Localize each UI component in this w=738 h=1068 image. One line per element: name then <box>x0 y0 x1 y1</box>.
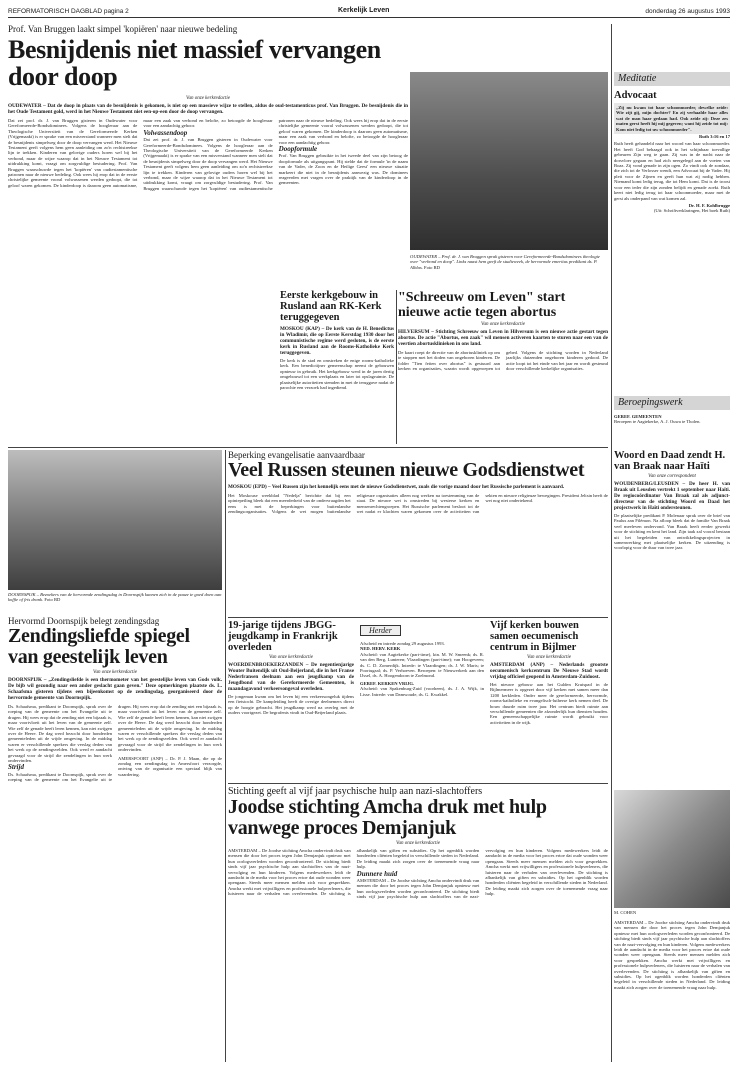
subhead-strijd: Strijd <box>8 763 24 772</box>
meditatie-ref: Ruth 3:16 en 17 <box>698 134 730 140</box>
article-lead: DOORNSPIJK – „Zendingsliefde is een thermometer van het geestelijke leven van Gods volk. De bijb wil gezondig naar een ander geslacht gaan geven." Deze opmerkingen plaatste ds. L. Schaafsma gisteren tijdens een bijeenkomst op de zendingsdag, georganiseerd door de hervormde gemeente van Doornspijk. <box>8 677 222 701</box>
article-lead: HILVERSUM – Stichting Schreeuw om Leven in Hilversum is een nieuwe actie gestart tegen abortus. De actie "Abortus, een zaak" wil mensen activeren kaarten te sturen naar een van de veertien abortusklinieken in ons land. <box>398 329 608 347</box>
caption-credit: Foto RD <box>424 264 441 270</box>
article-byline: Van onze kerkredactie <box>396 841 440 846</box>
article-lead: MOSKOU (EPD) – Veel Russen zijn het kennelijk eens met de nieuwe Godsdienstwet, zoals die vorige maand door het Russische parlement is aanvaard. <box>228 484 565 490</box>
article-kicker: Hervormd Doornspijk belegt zendingsdag <box>8 616 160 626</box>
article-lead: WOUDENBERG/LEUSDEN – De heer H. van Braak uit Leusden vertrekt 1 september naar Haïti. De regiocoördinator Van Braak zal als adjunct-directeur van de stichting Woord en Daad het projectwerk in Haïti ondersteunen. <box>614 481 730 511</box>
article-body-text: AMSTERDAM – De Joodse stichting Amcha ondervindt druk van mensen die door het proces tegen John Demjanjuk opnieuw met hun oorlogsverleden worden geconfronteerd. De stichting biedt sinds vijf jaar psychische hulp aan slachtoffers van de nazi-vervolging en hun kinderen. Volgens medewerkers leidt de aandacht in de media voor het proces ertoe dat oude wonden weer opengaan. Steeds meer mensen melden zich voor gesprekken. Amcha werkt met vrijwilligers en professionele hulpverleners, die luisteren naar de verhalen van overlevenden. De stichting is afhankelijk van giften en subsidies. Op het ogenblik worden honderden cliënten begeleid in verschillende steden in Nederland. De leiding maakt zich zorgen over de toenemende vraag naar hulp. <box>228 848 480 897</box>
article-title: 19-jarige tijdens JBGG-jeugdkamp in Frankrijk overleden <box>228 620 338 653</box>
beroeping-section: GEREF. GEMEENTEN <box>614 414 662 419</box>
article-title: "Schreeuw om Leven" start nieuwe actie tegen abortus <box>398 290 566 320</box>
article-byline: Van onze kerkredactie <box>527 655 571 660</box>
article-body-text-2: Dat zei prof. dr. J. van Bruggen gisteren in Oudewater voor Gereformeerde-Bondsdominees. Volgens de hoogleraar aan de Theologische Universiteit van de Gereformeerde Kerken (Vrijgemaakt) is er sprake van een misverstand wanneer men stelt dat de besnijdenis simpelweg door de doop vervangen werd. Het Nieuwe Testament geeft volgens hem geen aanleiding om zo'n rechtstreekse lijn te trekken. Kinderen van gelovige ouders horen wel bij het verbond, maar de wijze waarop dat in het Nieuwe Testament tot uitdrukking komt, vraagt om zorgvuldige bestudering. Prof. Van Bruggen waarschuwde tegen het 'kopiëren' van oudtestamentische patronen naar de nieuwe bedeling. Ook wees hij erop dat in de eerste christelijke gemeente vooral volwassenen werden gedoopt, die tot geloof waren gekomen. De kinderdoop is daarom geen automatisme, maar een zaak van verbond en belofte, zo betoogde de hoogleraar voor een aandachtig gehoor. <box>143 118 408 191</box>
article-body: De kaart roept de directie van de abortuskliniek op om te stoppen met het doden van ongeboren kinderen. De folder "Tien feiten over abortus" is gestuurd aan kerken en organisaties, waarin wordt opgeroepen tot gebed. Volgens de stichting worden in Nederland jaarlijks duizenden ongeboren kinderen gedood. De actie loopt tot het einde van het jaar en wordt gesteund door verschillende kerkelijke organisaties. <box>398 350 608 372</box>
article-body-text: Dat zei prof. dr. J. van Bruggen gisteren in Oudewater voor Gereformeerde-Bondsdominees. Volgens de hoogleraar aan de Theologische Universiteit van de Gereformeerde Kerken (Vrijgemaakt) is er sprake van een misverstand wanneer men stelt dat de besnijdenis simpelweg door de doop vervangen werd. Het Nieuwe Testament geeft volgens hem geen aanleiding om zo'n rechtstreekse lijn te trekken. Kinderen van gelovige ouders horen wel bij het verbond, maar de wijze waarop dat in het Nieuwe Testament tot uitdrukking komt, vraagt om zorgvuldige bestudering. Prof. Van Bruggen waarschuwde tegen het 'kopiëren' van oudtestamentische patronen naar de nieuwe bedeling. Ook wees hij erop dat in de eerste christelijke gemeente vooral volwassenen werden gedoopt, die tot geloof waren gekomen. De kinderdoop is daarom geen automatisme, maar een zaak van verbond en belofte, zo betoogde de hoogleraar voor een aandachtig gehoor. <box>8 118 273 188</box>
article-kicker: Beperking evangelisatie aanvaardbaar <box>228 450 365 460</box>
article-body <box>228 848 608 1048</box>
article-body-text-2: AMSTERDAM – De Joodse stichting Amcha ondervindt druk van mensen die door het proces tegen John Demjanjuk opnieuw met hun oorlogsverleden worden geconfronteerd. De stichting biedt sinds vijf jaar psychische hulp aan slachtoffers van de nazi-vervolging en hun kinderen. Volgens medewerkers leidt de aandacht in de media voor het proces ertoe dat oude wonden weer opengaan. Steeds meer mensen melden zich voor gesprekken. Amcha werkt met vrijwilligers en professionele hulpverleners, die luisteren naar de verhalen van overlevenden. De stichting is afhankelijk van giften en subsidies. Op het ogenblik worden honderden cliënten begeleid in verschillende steden in Nederland. De leiding maakt zich zorgen over de toenemende vraag naar hulp. <box>356 848 608 900</box>
meditatie-heading: Meditatie <box>614 72 730 86</box>
article-byline: Van onze correspondent <box>648 474 696 479</box>
article-kicker: Prof. Van Bruggen laakt simpel 'kopiëren' naar nieuwe bedeling <box>8 24 238 34</box>
article-body-text: Ds. Schaafsma, predikant te Doornspijk, sprak over de roeping van de gemeente om het Evangelie uit te dragen. Hij wees erop dat de zending niet een bijzaak is, maar voortvloeit uit het leven van de gemeente zelf. Wie zelf de genade heeft leren kennen, kan niet zwijgen over de Heere. De dag werd bezocht door honderden gemeenteleden uit de wijde omgeving. In de middag waren er verschillende sprekers die verslag deden van het werk op de zendingsvelden. Ook werd er aandacht gevraagd voor de strijd die zendelingen in hun werk ondervinden. <box>8 704 112 764</box>
herder-body: Afscheid: van Aagtekerke (part-time), ktn. M. W. Smeenk; ds. R. van den Berg, Lunteren; Vlaardingen (part-time); van Hoogeveen; ds. C. D. Zomerdijk. Intrede: te Vlaardingen; ds. J. W. Maris; te Poortugaal; ds. P. Verhoeven. Beroepen: te Nieuwerkerk aan den IJssel, ds. A. Hoogendoorn te Zoelmond. <box>360 651 484 679</box>
meditatie-box <box>614 90 730 390</box>
divider <box>228 617 608 618</box>
herder-section: NED. HERV. KERK <box>360 646 401 652</box>
herder-section-2: GEREF. KERKEN VRIJG. <box>360 680 415 686</box>
meditatie-author: Dr. H. F. Kohlbrugge <box>688 202 730 208</box>
article-note: AMERSFOORT (ANP) – Dr. P. J. Maan, die op de zondag een zendingsdag in Amersfoort verzorgde, ontving van de organisatie een speciaal blijk van waardering. <box>118 755 222 777</box>
caption-text: DOORNSPIJK – Bezoekers van de hervormde zendingsdag in Doornspijk kunnen zich in de pauze te goed doen aan koffie of fris drank. <box>8 592 222 603</box>
article-woord-en-daad <box>614 450 730 784</box>
article-body-text-2: Ds. Schaafsma, predikant te Doornspijk, sprak over de roeping van de gemeente om het Evangelie uit te dragen. Hij wees erop dat de zending niet een bijzaak is, maar voortvloeit uit het leven van de gemeente zelf. Wie zelf de genade heeft leren kennen, kan niet zwijgen over de Heere. De dag werd bezocht door honderden gemeenteleden uit de wijde omgeving. In de middag waren er verschillende sprekers die verslag deden van het werk op de zendingsvelden. Ook werd er aandacht gevraagd voor de strijd die zendelingen in hun werk ondervinden. <box>8 704 222 783</box>
article-jbgg-jeugdkamp <box>228 620 354 782</box>
caption-text: OUDEWATER – Prof. dr. J. van Bruggen sprak gisteren voor Gereformeerde-Bondsdominees theologie over "verbond en doop". Links naast hem geeft de studieweek, de hervormde emeritus predikant ds. P. Alblas. <box>410 254 600 270</box>
article-body: De jongeman kwam om het leven bij een verkeersongeluk tijdens een fietstocht. De kampleiding heeft de overige deelnemers direct op de hoogte gebracht. Het jeugdkamp werd na overleg met de ouders voortgezet. De begrafenis vindt in Oud-Beijerland plaats. <box>228 694 354 716</box>
meditatie-quote: „Zij nu kwam tot haar schoonmoeder, dewelke zeide: Wie zijt gij, mijn dochter? En zij verhaalde haar alles wat de man haar gedaan had. Ook zeide zij: Deze zes maten gerst heeft hij mij gegeven; want hij zeide tot mij: Kom niet ledig tot uw schoonmoeder". <box>614 103 730 134</box>
article-lead: MOSKOU (KAP) – De kerk van de H. Benedictus in Wladimir, die op Eerste Kerstdag 1930 door het communistische regime werd gesloten, is de eerste kerk in Rusland aan de Rooms-Katholieke Kerk teruggegeven. <box>280 326 394 356</box>
article-title: Zendingsliefde spiegel van geestelijk leven <box>8 625 190 668</box>
herder-intro: Afscheid en intrede zondag 29 augustus 1993. <box>360 641 445 646</box>
divider <box>396 290 397 444</box>
divider <box>611 24 612 1062</box>
meditatie-title: Advocaat <box>614 90 657 101</box>
subhead-dunnere-huid: Dunnere huid <box>356 869 398 878</box>
article-body: De plaatselijke predikant P. Molenaar sprak over de brief van Paulus aan Filémon. Na afloop bleek dat de familie Van Braak veel meeleven ondervond. Van Braak heeft eerder gewerkt voor de stichting en kent het land. Zijn taak zal vooral bestaan uit het begeleiden van ontwikkelingsprojecten in samenwerking met plaatselijke kerken. De uitzending is voorlopig voor de duur van twee jaar. <box>614 513 730 551</box>
beroeping-box <box>614 414 730 444</box>
article-body-text-3: Prof. Van Bruggen gebruikte in het tweede deel van zijn betoog de doopformule als uitgangspunt. Hij stelde dat de formule 'in de naam van de Vader, de Zoon en de Heilige Geest' een nieuwe situatie markeert die niet in de besnijdenis aanwezig was. De dominees reageerden met vragen over de praktijk van de kinderdoop in de gemeenten. <box>278 153 408 186</box>
article-lead: AMSTERDAM (ANP) – Nederlands grootste oecumenisch kerkcentrum De Nieuwe Stad wordt vrijdag officieel geopend in Amsterdam-Zuidoost. <box>490 662 608 680</box>
article-body: De kerk is de stad en omstreken de enige rooms-katholieke kerk. Een benedictijner gemeenschap neemt de gebouwen opnieuw in gebruik. Het kerkgebouw werd in de jaren dertig omgebouwd tot een werkplaats en later tot opslagruimte. De plaatselijke autoriteiten stemden in met de teruggave nadat de parochie een verzoek had ingediend. <box>280 358 394 391</box>
photo-lecture-caption <box>410 254 608 284</box>
subhead-volwassendoop: Volwassendoop <box>143 128 188 137</box>
meditatie-author-note: (Uit: Schriftverklaringen, Het boek Ruth) <box>653 208 730 214</box>
herder-heading: Herder <box>360 625 401 636</box>
article-amcha-continued: AMSTERDAM – De Joodse stichting Amcha ondervindt druk van mensen die door het proces tegen John Demjanjuk opnieuw met hun oorlogsverleden worden geconfronteerd. De stichting biedt sinds vijf jaar psychische hulp aan slachtoffers van de nazi-vervolging en hun kinderen. Volgens medewerkers leidt de aandacht in de media voor het proces ertoe dat oude wonden weer opengaan. Steeds meer mensen melden zich voor gesprekken. Amcha werkt met vrijwilligers en professionele hulpverleners, die luisteren naar de verhalen van overlevenden. De stichting is afhankelijk van giften en subsidies. Op het ogenblik worden honderden cliënten begeleid in verschillende steden in Nederland. De leiding maakt zich zorgen over de toenemende vraag naar hulp. <box>614 920 730 990</box>
meditatie-body: Ruth heeft gehandeld naar het woord van haar schoonmoeder. Het heeft God behaagd ook in het schijnbaar toevallige gebeuren Zijn weg te gaan. Zij was in de nacht naar de dorsvloer gegaan en had zich neergelegd aan de voeten van Boaz. Zij vond genade in zijn ogen. Zo vindt ook de zondaar, die zich tot de Verlosser wendt, een Advocaat bij de Vader. Hij pleit voor de Zijnen en geeft hun wat zij nodig hebben. Niemand komt ledig terug, die tot Hem komt. Dat is de troost voor een ieder die zijn zonden belijdt en genade zoekt. Ruth keert niet ledig terug tot haar schoonmoeder, maar met de gerst als onderpand van wat komen zal. <box>614 141 730 201</box>
masthead <box>8 6 730 18</box>
article-lead: WOERDENBROEKERZANDEN – De negentienjarige Wouter Buitendijk uit Oud-Beijerland, die in het Franse Nederfransen deelnam aan een jeugdkamp van de Jeugdbond van de Gereformeerde Gemeenten, is maandagavond verkeersongeval overleden. <box>228 662 354 692</box>
article-title: Joodse stichting Amcha druk met hulp vanwege proces Demjanjuk <box>228 796 547 839</box>
article-title: Woord en Daad zendt H. van Braak naar Haïti <box>614 450 726 472</box>
photo-cohen <box>614 790 730 908</box>
article-title: Veel Russen steunen nieuwe Godsdienstwet <box>228 459 585 481</box>
herder-box <box>360 620 484 782</box>
divider <box>8 447 608 448</box>
article-byline: Van onze kerkredactie <box>93 670 137 675</box>
caption-credit: Foto RD <box>44 597 61 603</box>
article-kicker: Stichting geeft al vijf jaar psychische hulp aan nazi-slachtoffers <box>228 786 483 797</box>
article-lead: OUDEWATER – Dat de doop in plaats van de besnijdenis is gekomen, is niet op een massieve wijze te stellen, aldus de oud-testamenticus prof. Van Bruggen. De besnijdenis die in het Oude Testament gold, werd in het Nieuwe Testament niet een-op-een door de doop vervangen. <box>8 103 408 115</box>
section-title: Kerkelijk Leven <box>338 7 390 14</box>
article-body <box>8 704 222 1034</box>
article-byline: Van onze kerkredactie <box>481 322 525 327</box>
photo-cohen-caption: M. COHEN <box>614 910 637 915</box>
herder-body-2: Afscheid: van Spakenburg-Zuid (voorheen), ds. J. A. Wijk, in Lisse. Intrede: van Damwoude, ds. G. Kwakkel. <box>360 686 484 697</box>
article-body: Het Moskouse weekblad "Nedelja" berichtte dat bij een opiniepeiling bleek dat een meerderheid van de ondervraagden het eens is met de beperkingen voor buitenlandse zendingsorganisaties. Volgens de wet mogen buitenlandse religieuze organisaties alleen nog werken na toestemming van de staat. De nieuwe wet is omstreden bij westerse kerken en mensenrechtengroepen. Het Russische parlement besloot tot de wet nadat er klachten waren gekomen over de activiteiten van sekten en nieuwe religieuze bewegingen. President Jeltsin heeft de wet nog niet ondertekend. <box>228 493 608 515</box>
article-bijlmer-centrum <box>490 620 608 782</box>
photo-zendingsdag-caption <box>8 592 222 614</box>
article-zendingsdag <box>8 616 222 1062</box>
article-byline: Van onze kerkredactie <box>186 96 230 101</box>
article-amcha <box>228 786 608 1062</box>
article-title: Besnijdenis niet massief vervangen door doop <box>8 35 381 91</box>
article-rusland-kerk <box>280 290 394 440</box>
article-schreeuw-om-leven <box>398 290 608 446</box>
photo-zendingsdag <box>8 450 222 590</box>
masthead-left: REFORMATORISCH DAGBLAD pagina 2 <box>8 8 129 15</box>
masthead-date: donderdag 26 augustus 1993 <box>645 8 730 15</box>
article-title: Vijf kerken bouwen samen oecumenisch centrum in Bijlmer <box>490 620 579 653</box>
article-byline: Van onze kerkredactie <box>269 655 313 660</box>
article-russen-godsdienstwet <box>228 450 608 616</box>
photo-lecture <box>410 72 608 250</box>
article-title: Eerste kerkgebouw in Rusland aan RK-Kerk teruggegeven <box>280 290 382 323</box>
beroeping-body: Beroepen te Aagtekerke, A. J. Ouwa te Tholen. <box>614 419 701 425</box>
article-body: Het nieuwe gebouw aan het Gulden Kruispad in de Bijlmermeer is opgezet door vijf kerken met samen meer dan 1200 kerkleden. Onder meer de gereformeerde, hervormde, rooms-katholieke en evangelisch-lutherse kerk nemen deel. De bouw duurde ruim twee jaar. Het centrum biedt ruimte aan verschillende gemeenten die afzonderlijk hun diensten houden. Een gemeenschappelijke ruimte wordt gebruikt voor activiteiten in de wijk. <box>490 682 608 725</box>
divider <box>225 450 226 1062</box>
divider <box>228 783 608 784</box>
beroeping-heading: Beroepingswerk <box>614 396 730 410</box>
subhead-doopformule: Doopformule <box>278 145 318 154</box>
